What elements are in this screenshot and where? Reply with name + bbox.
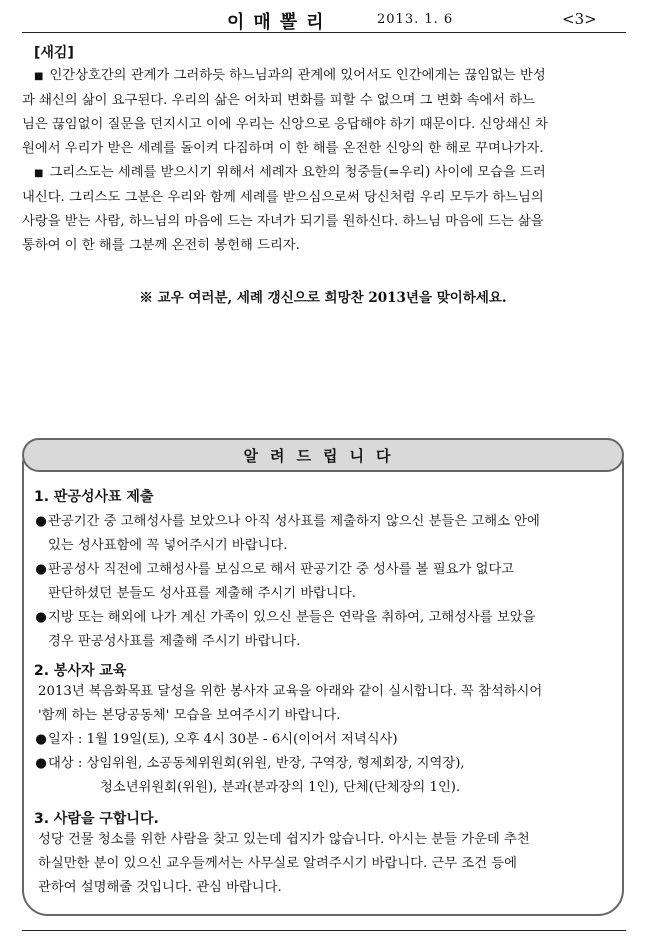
bullet-icon: ● xyxy=(35,610,47,625)
announcements-box xyxy=(22,438,624,916)
reflection-paragraph-2 xyxy=(22,161,624,258)
text-line: 사랑을 받는 사람, 하느님의 마음에 드는 자녀가 되기를 원하신다. 하느님 마음에 드는 삶을 xyxy=(22,214,544,229)
text-line: 인간상호간의 관계가 그러하듯 하느님과의 관계에 있어서도 인간에게는 끊임없는 반성 xyxy=(49,68,546,83)
text-line: 그리스도는 세례를 받으시기 위해서 세례자 요한의 청중들(=우리) 사이에 모습을 드러 xyxy=(49,165,546,180)
bullet-icon: ● xyxy=(35,562,47,577)
list-item: ●관공기간 중 고해성사를 보았으나 아직 성사표를 제출하지 않으신 분들은 고해소 안에 있는 성사표함에 꼭 넣어주시기 바랍니다. xyxy=(34,510,616,558)
text-line: 내신다. 그리스도 그분은 우리와 함께 세례를 받으심으로써 당신처럼 우리 모두가 하느님의 xyxy=(22,190,544,205)
text-line: 통하여 이 한 해를 그분께 온전히 봉헌해 드리자. xyxy=(22,238,300,253)
text-line: 원에서 우리가 받은 세례를 돌이켜 다짐하며 이 한 해를 온전한 신앙의 한 해로 꾸며나가자. xyxy=(22,141,544,156)
section-2-intro xyxy=(38,680,616,728)
section-2-title: 2. 봉사자 교육 xyxy=(34,663,127,679)
square-bullet-icon: ■ xyxy=(34,71,44,82)
footer-divider xyxy=(22,930,626,931)
reflection-notice: ※ 교우 여러분, 세례 갱신으로 희망찬 2013년을 맞이하세요. xyxy=(139,290,507,306)
page-number: <3> xyxy=(562,10,597,28)
list-item: ●대상 : 상임위원, 소공동체위원회(위원, 반장, 구역장, 형제회장, 지역장), 청소년위원회(위원), 분과(분과장의 1인), 단체(단체장의 1인). xyxy=(34,752,616,800)
square-bullet-icon: ■ xyxy=(34,168,44,179)
section-3-body xyxy=(38,828,616,900)
text-line: 과 쇄신의 삶이 요구된다. 우리의 삶은 어차피 변화를 피할 수 없으며 그 변화 속에서 하느 xyxy=(22,93,535,108)
text-line: 2013년 복음화목표 달성을 위한 봉사자 교육을 아래와 같이 실시합니다. 꼭 참석하시어 xyxy=(38,684,543,699)
list-item: ●판공성사 직전에 고해성사를 보심으로 해서 판공기간 중 성사를 볼 필요가 없다고 판단하셨던 분들도 성사표를 제출해 주시기 바랍니다. xyxy=(34,558,616,606)
announcements-title: 알려드립니다 xyxy=(243,447,403,465)
list-item: ●지방 또는 해외에 나가 계신 가족이 있으신 분들은 연락을 취하여, 고해성사를 보았을 경우 판공성사표를 제출해 주시기 바랍니다. xyxy=(34,606,616,654)
text-line: 하실만한 분이 있으신 교우들께서는 사무실로 알려주시기 바랍니다. 근무 조건 등에 xyxy=(38,856,517,871)
list-item: ●일자 : 1월 19일(토), 오후 4시 30분 - 6시(이어서 저녁식사) xyxy=(34,728,616,752)
page-header xyxy=(22,6,626,33)
reflection-paragraph-1 xyxy=(22,64,624,161)
text-line: '함께 하는 본당공동체' 모습을 보여주시기 바랍니다. xyxy=(38,708,341,723)
text-line: 관하여 설명해줄 것입니다. 관심 바랍니다. xyxy=(38,880,282,895)
reflection-label: [새김] xyxy=(34,45,74,61)
text-line: 성당 건물 청소를 위한 사람을 찾고 있는데 쉽지가 않습니다. 아시는 분들 가운데 추천 xyxy=(38,832,530,847)
bullet-icon: ● xyxy=(35,514,47,529)
announcements-header xyxy=(22,438,624,472)
text-line: 님은 끊임없이 질문을 던지시고 이에 우리는 신앙으로 응답해야 하기 때문이다. 신앙쇄신 차 xyxy=(22,117,548,132)
bullet-icon: ● xyxy=(35,732,47,747)
section-3-title: 3. 사람을 구합니다. xyxy=(34,811,159,827)
issue-date: 2013. 1. 6 xyxy=(377,12,454,27)
section-1-title: 1. 판공성사표 제출 xyxy=(34,489,154,505)
newsletter-title: 이매뽈리 xyxy=(227,12,333,33)
bullet-icon: ● xyxy=(35,756,47,771)
